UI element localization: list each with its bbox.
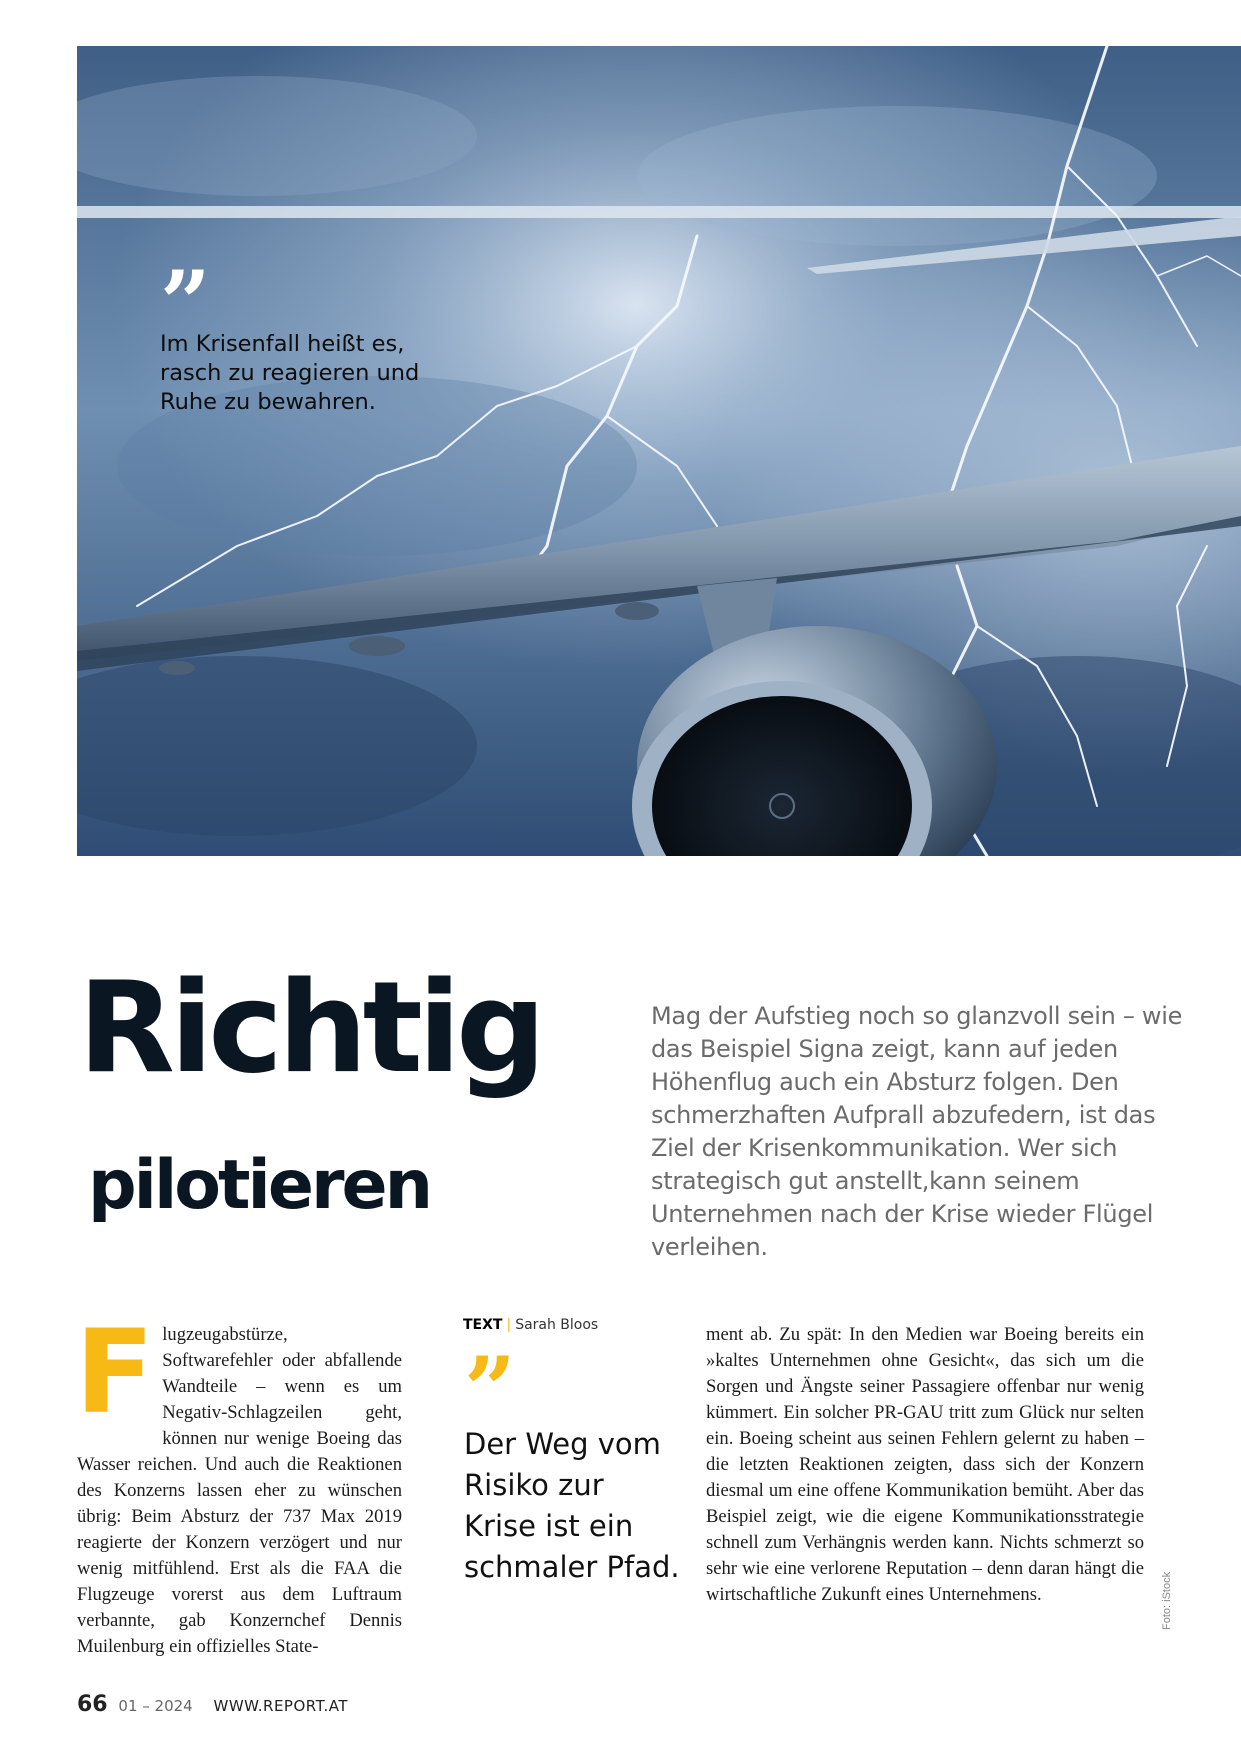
quote-mark-icon: ”: [160, 251, 201, 355]
credit-author: Sarah Bloos: [515, 1317, 599, 1333]
body-column-3: [706, 1322, 1144, 1608]
issue-number: 01 – 2024: [118, 1697, 193, 1715]
credit-label: TEXT: [463, 1317, 503, 1333]
storm-airplane-illustration: [77, 46, 1241, 856]
hero-image: [77, 46, 1241, 856]
headline-sub: pilotieren: [88, 1146, 431, 1225]
credit-separator: |: [506, 1317, 512, 1333]
page-number: 66: [77, 1692, 108, 1717]
lead-paragraph: Mag der Aufstieg noch so glanzvoll sein – wie das Beispiel Signa zeigt, kann auf jeden Höhenflug auch ein Absturz folgen. Den schmerzhaften Aufprall abzufedern, ist das Ziel der Krisenkommunikation. Wer sich strategisch gut anstellt,kann seinem Unternehmen nach der Krise wieder Flügel verleihen.: [651, 1002, 1183, 1261]
drop-cap: F: [75, 1305, 155, 1440]
page-footer: [77, 1692, 348, 1717]
pull-quote-top: [160, 251, 450, 417]
pull-quote-mid-text: Der Weg vom Risiko zur Krise ist ein schmaler Pfad.: [464, 1427, 680, 1584]
headline-main: Richtig: [78, 954, 542, 1101]
photo-credit: Foto: iStock: [1161, 1571, 1173, 1630]
body-column-3-text: ment ab. Zu spät: In den Medien war Boeing bereits ein »kaltes Unternehmen ohne Gesicht«, das sich um die Sorgen und Ängste seiner Passagiere offenbar nur wenig kümmert. Ein solcher PR-GAU tritt zum Glück nur selten ein. Boeing scheint aus seinen Fehlern gelernt zu haben – die letzten Reaktionen zeigten, dass sich der Konzern diesmal um eine offene Kommunikation bemüht. Aber das Beispiel zeigt, wie die eigene Kommunikationsstrategie schnell zum Verhängnis werden kann. Nichts schmerzt so sehr wie eine verlorene Reputation – denn daran hängt die wirtschaftliche Zukunft eines Unternehmens.: [706, 1324, 1144, 1605]
author-credit: [463, 1317, 598, 1333]
website-link[interactable]: WWW.REPORT.AT: [213, 1697, 349, 1715]
body-column-1-text: lugzeugabstürze, Softwarefehler oder abfallende Wandteile – wenn es um Negativ-Schlagzeilen geht, können nur wenige Boeing das Wasser reichen. Und auch die Reaktionen des Konzerns lassen eher zu wünschen übrig: Beim Absturz der 737 Max 2019 reagierte der Konzern verzögert und nur wenig mitfühlend. Erst als die FAA die Flugzeuge vorerst aus dem Luftraum verbannte, gab Konzernchef Dennis Muilenburg ein offizielles State-: [77, 1324, 402, 1657]
pull-quote-top-text: Im Krisenfall heißt es, rasch zu reagieren und Ruhe zu bewahren.: [160, 331, 420, 415]
pull-quote-mid: [464, 1337, 684, 1588]
body-column-1: [75, 1305, 402, 1660]
quote-mark-icon: ”: [464, 1337, 506, 1443]
